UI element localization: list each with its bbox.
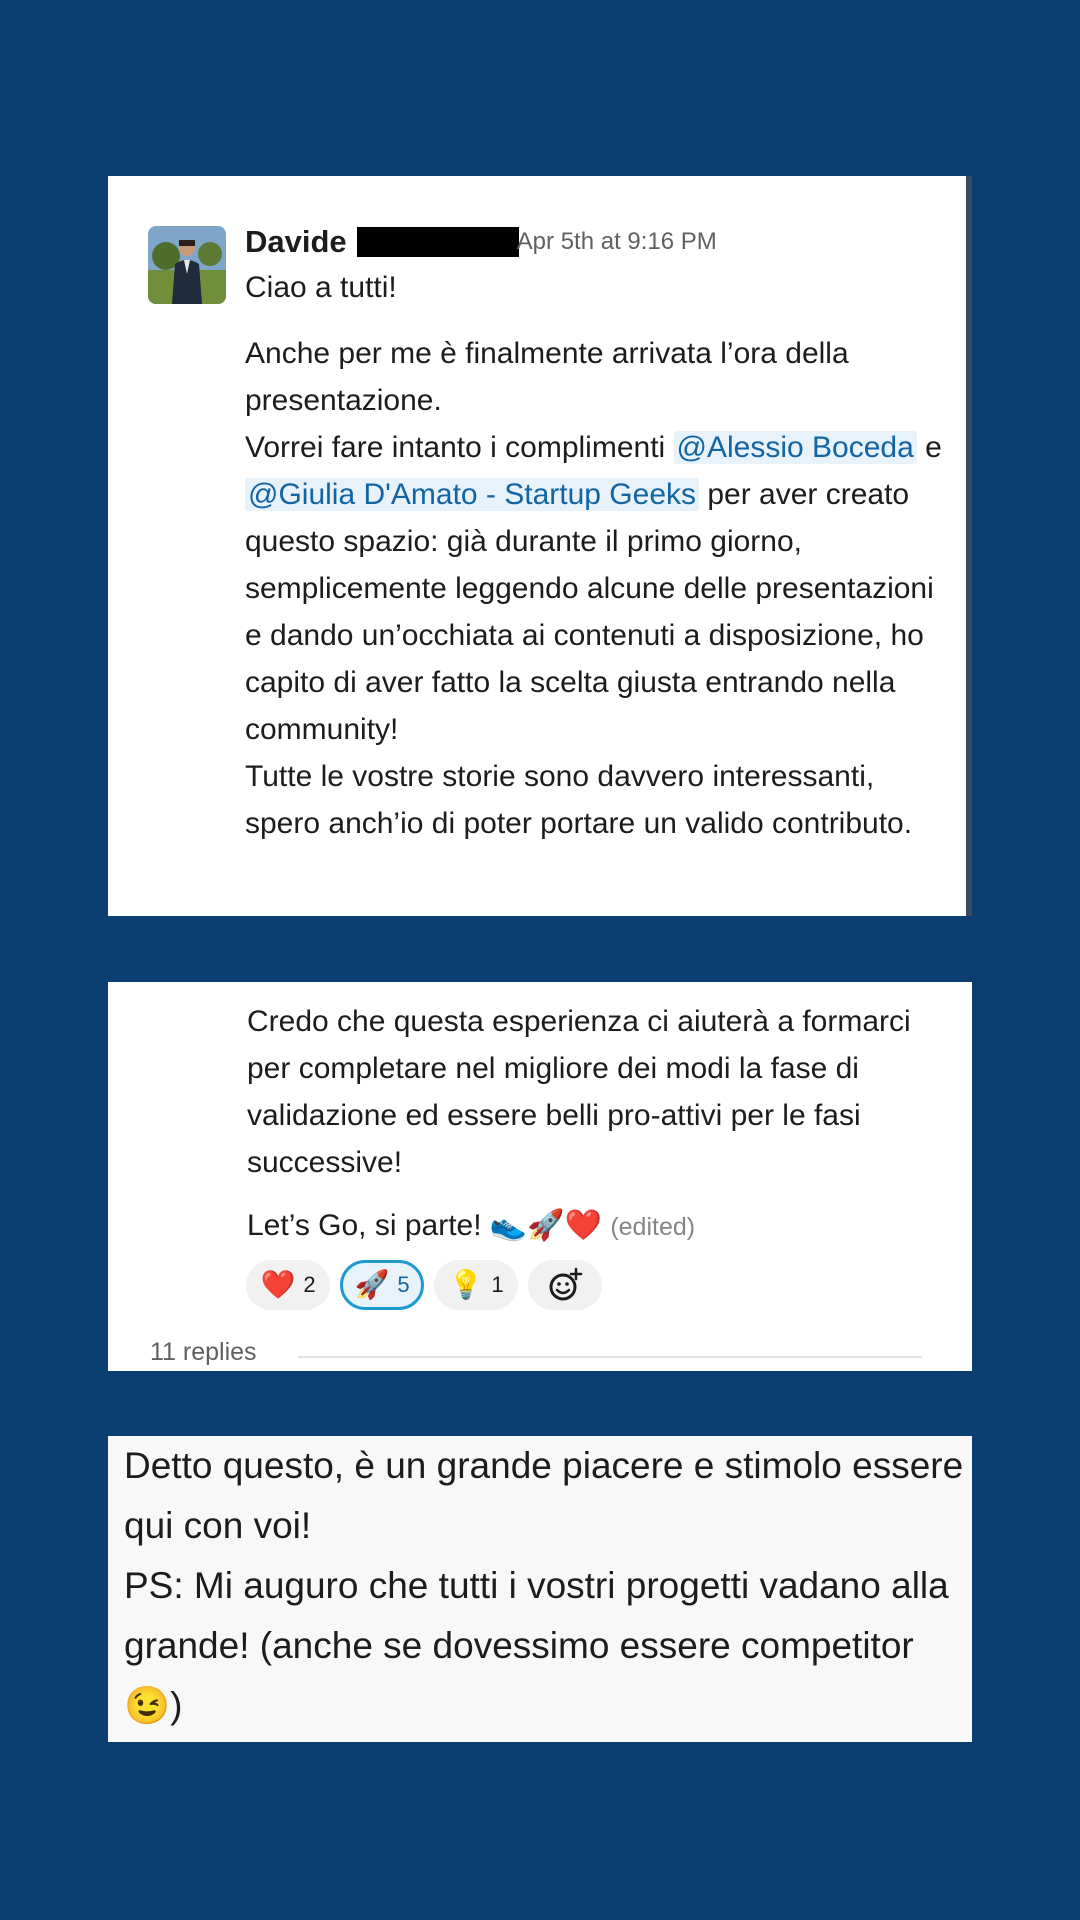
reaction-count: 5 (397, 1272, 410, 1297)
close-paren: ) (170, 1685, 183, 1726)
letsgo-emojis: 👟🚀❤️ (489, 1209, 602, 1242)
body-text-1: Anche per me è finalmente arrivata l’ora della presentazione. (245, 337, 849, 417)
reaction-count: 2 (303, 1272, 316, 1297)
message-header (245, 222, 717, 262)
replies-divider (298, 1356, 922, 1358)
edited-label: (edited) (610, 1213, 696, 1241)
body-text-5: Detto questo, è un grande piacere e stimolo essere qui con voi! (124, 1445, 964, 1546)
replies-link[interactable]: 11 replies (150, 1338, 257, 1366)
timestamp[interactable]: Apr 5th at 9:16 PM (516, 228, 717, 255)
mention-alessio[interactable]: @Alessio Boceda (674, 431, 917, 464)
message-card-1 (108, 176, 972, 916)
ps-text: PS: Mi auguro che tutti i vostri progetti vadano alla grande! (anche se dovessimo essere competitor (124, 1565, 949, 1666)
avatar[interactable] (148, 226, 226, 304)
lightbulb-icon: 💡 (448, 1269, 484, 1300)
conjunction: e (916, 431, 942, 464)
letsgo-line (247, 1202, 947, 1251)
body-text-2b: per aver creato questo spazio: già durante il primo giorno, semplicemente leggendo alcune delle presentazioni e dando un’occhiata ai contenuti a disposizione, ho capito di aver fatto la scelta giusta entrando nella community! (245, 478, 934, 746)
message-card-3 (108, 1436, 972, 1742)
mention-giulia[interactable]: @Giulia D'Amato - Startup Geeks (245, 478, 699, 511)
body-text-2a: Vorrei fare intanto i complimenti (245, 431, 674, 464)
redacted-surname (357, 227, 519, 257)
author-name[interactable]: Davide (245, 224, 347, 259)
body-text-4: Credo che questa esperienza ci aiuterà a formarci per completare nel migliore dei modi la fase di validazione ed essere belli pro-attivi per le fasi successive! (247, 1005, 911, 1179)
reactions-bar (246, 1260, 602, 1310)
body-text-2 (245, 424, 945, 753)
add-reaction-button[interactable] (528, 1260, 602, 1310)
body-text-6 (124, 1556, 964, 1736)
reaction-heart[interactable] (246, 1260, 330, 1310)
add-reaction-icon (547, 1267, 583, 1303)
letsgo-text: Let’s Go, si parte! (247, 1209, 490, 1242)
reaction-rocket[interactable] (340, 1260, 424, 1310)
wink-icon: 😉 (124, 1685, 171, 1726)
message-greeting (245, 264, 945, 311)
message-body (245, 330, 945, 847)
reaction-count: 1 (491, 1272, 504, 1297)
heart-icon: ❤️ (260, 1269, 296, 1300)
greeting-text: Ciao a tutti! (245, 271, 397, 304)
message-card-2 (108, 982, 972, 1371)
message-body-2 (247, 998, 947, 1251)
reaction-lightbulb[interactable] (434, 1260, 518, 1310)
rocket-icon: 🚀 (354, 1269, 390, 1300)
body-text-3: Tutte le vostre storie sono davvero interessanti, spero anch’io di poter portare un valido contributo. (245, 760, 913, 840)
message-body-3 (124, 1436, 964, 1736)
